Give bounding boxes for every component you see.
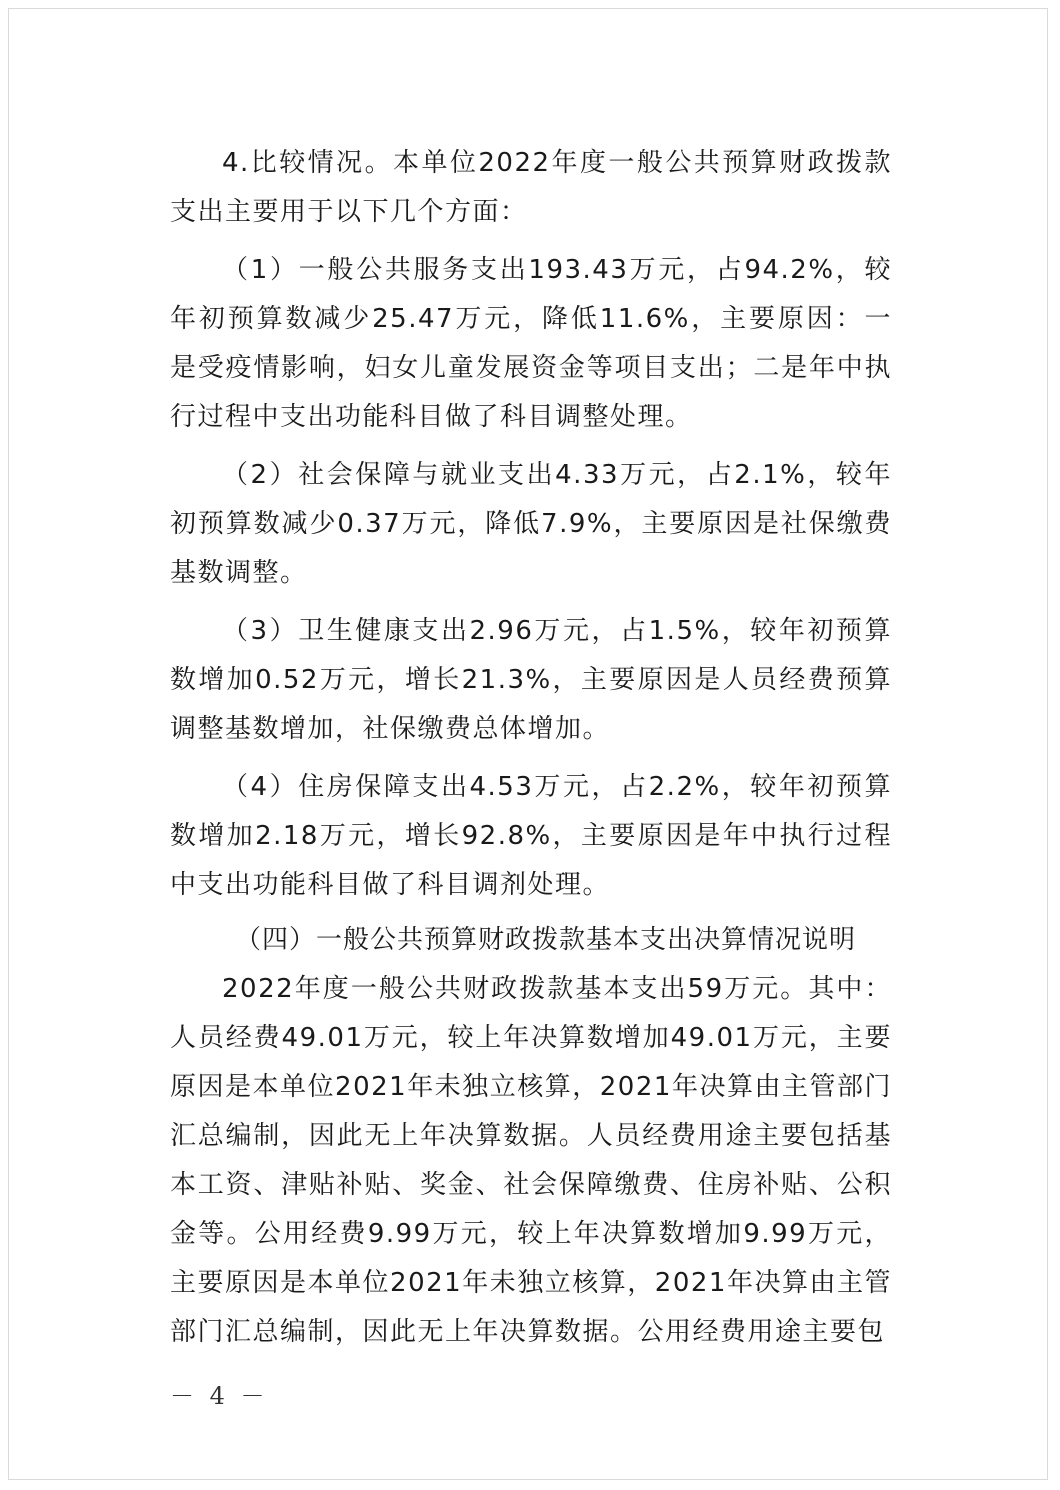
- paragraph-comparison-intro: 4.比较情况。本单位2022年度一般公共预算财政拨款支出主要用于以下几个方面：: [170, 148, 892, 227]
- paragraph-basic-expenditure: 2022年度一般公共财政拨款基本支出59万元。其中：人员经费49.01万元，较上年决算数增加49.01万元，主要原因是本单位2021年未独立核算，2021年决算由主管部门汇总编制，因此无上年决算数据。人员经费用途主要包括基本工资、津贴补贴、奖金、社会保障缴费、住房补贴、公积金等。公用经费9.99万元，较上年决算数增加9.99万元，主要原因是本单位2021年未独立核算，2021年决算由主管部门汇总编制，因此无上年决算数据。公用经费用途主要包: [170, 974, 892, 1347]
- paragraph-health: （3）卫生健康支出2.96万元，占1.5%，较年初预算数增加0.52万元，增长21.3%，主要原因是人员经费预算调整基数增加，社保缴费总体增加。: [170, 616, 892, 744]
- paragraph-general-public-services: （1）一般公共服务支出193.43万元，占94.2%，较年初预算数减少25.47万元，降低11.6%，主要原因：一是受疫情影响，妇女儿童发展资金等项目支出；二是年中执行过程中支出功能科目做了科目调整处理。: [170, 255, 892, 432]
- page-number: － 4 －: [170, 1382, 269, 1410]
- paragraph-social-security-employment: （2）社会保障与就业支出4.33万元，占2.1%，较年初预算数减少0.37万元，降低7.9%，主要原因是社保缴费基数调整。: [170, 460, 892, 588]
- document-body: [170, 139, 892, 1357]
- section-heading: （四）一般公共预算财政拨款基本支出决算情况说明: [235, 925, 857, 955]
- paragraph-housing-security: （4）住房保障支出4.53万元，占2.2%，较年初预算数增加2.18万元，增长92.8%，主要原因是年中执行过程中支出功能科目做了科目调剂处理。: [170, 772, 892, 900]
